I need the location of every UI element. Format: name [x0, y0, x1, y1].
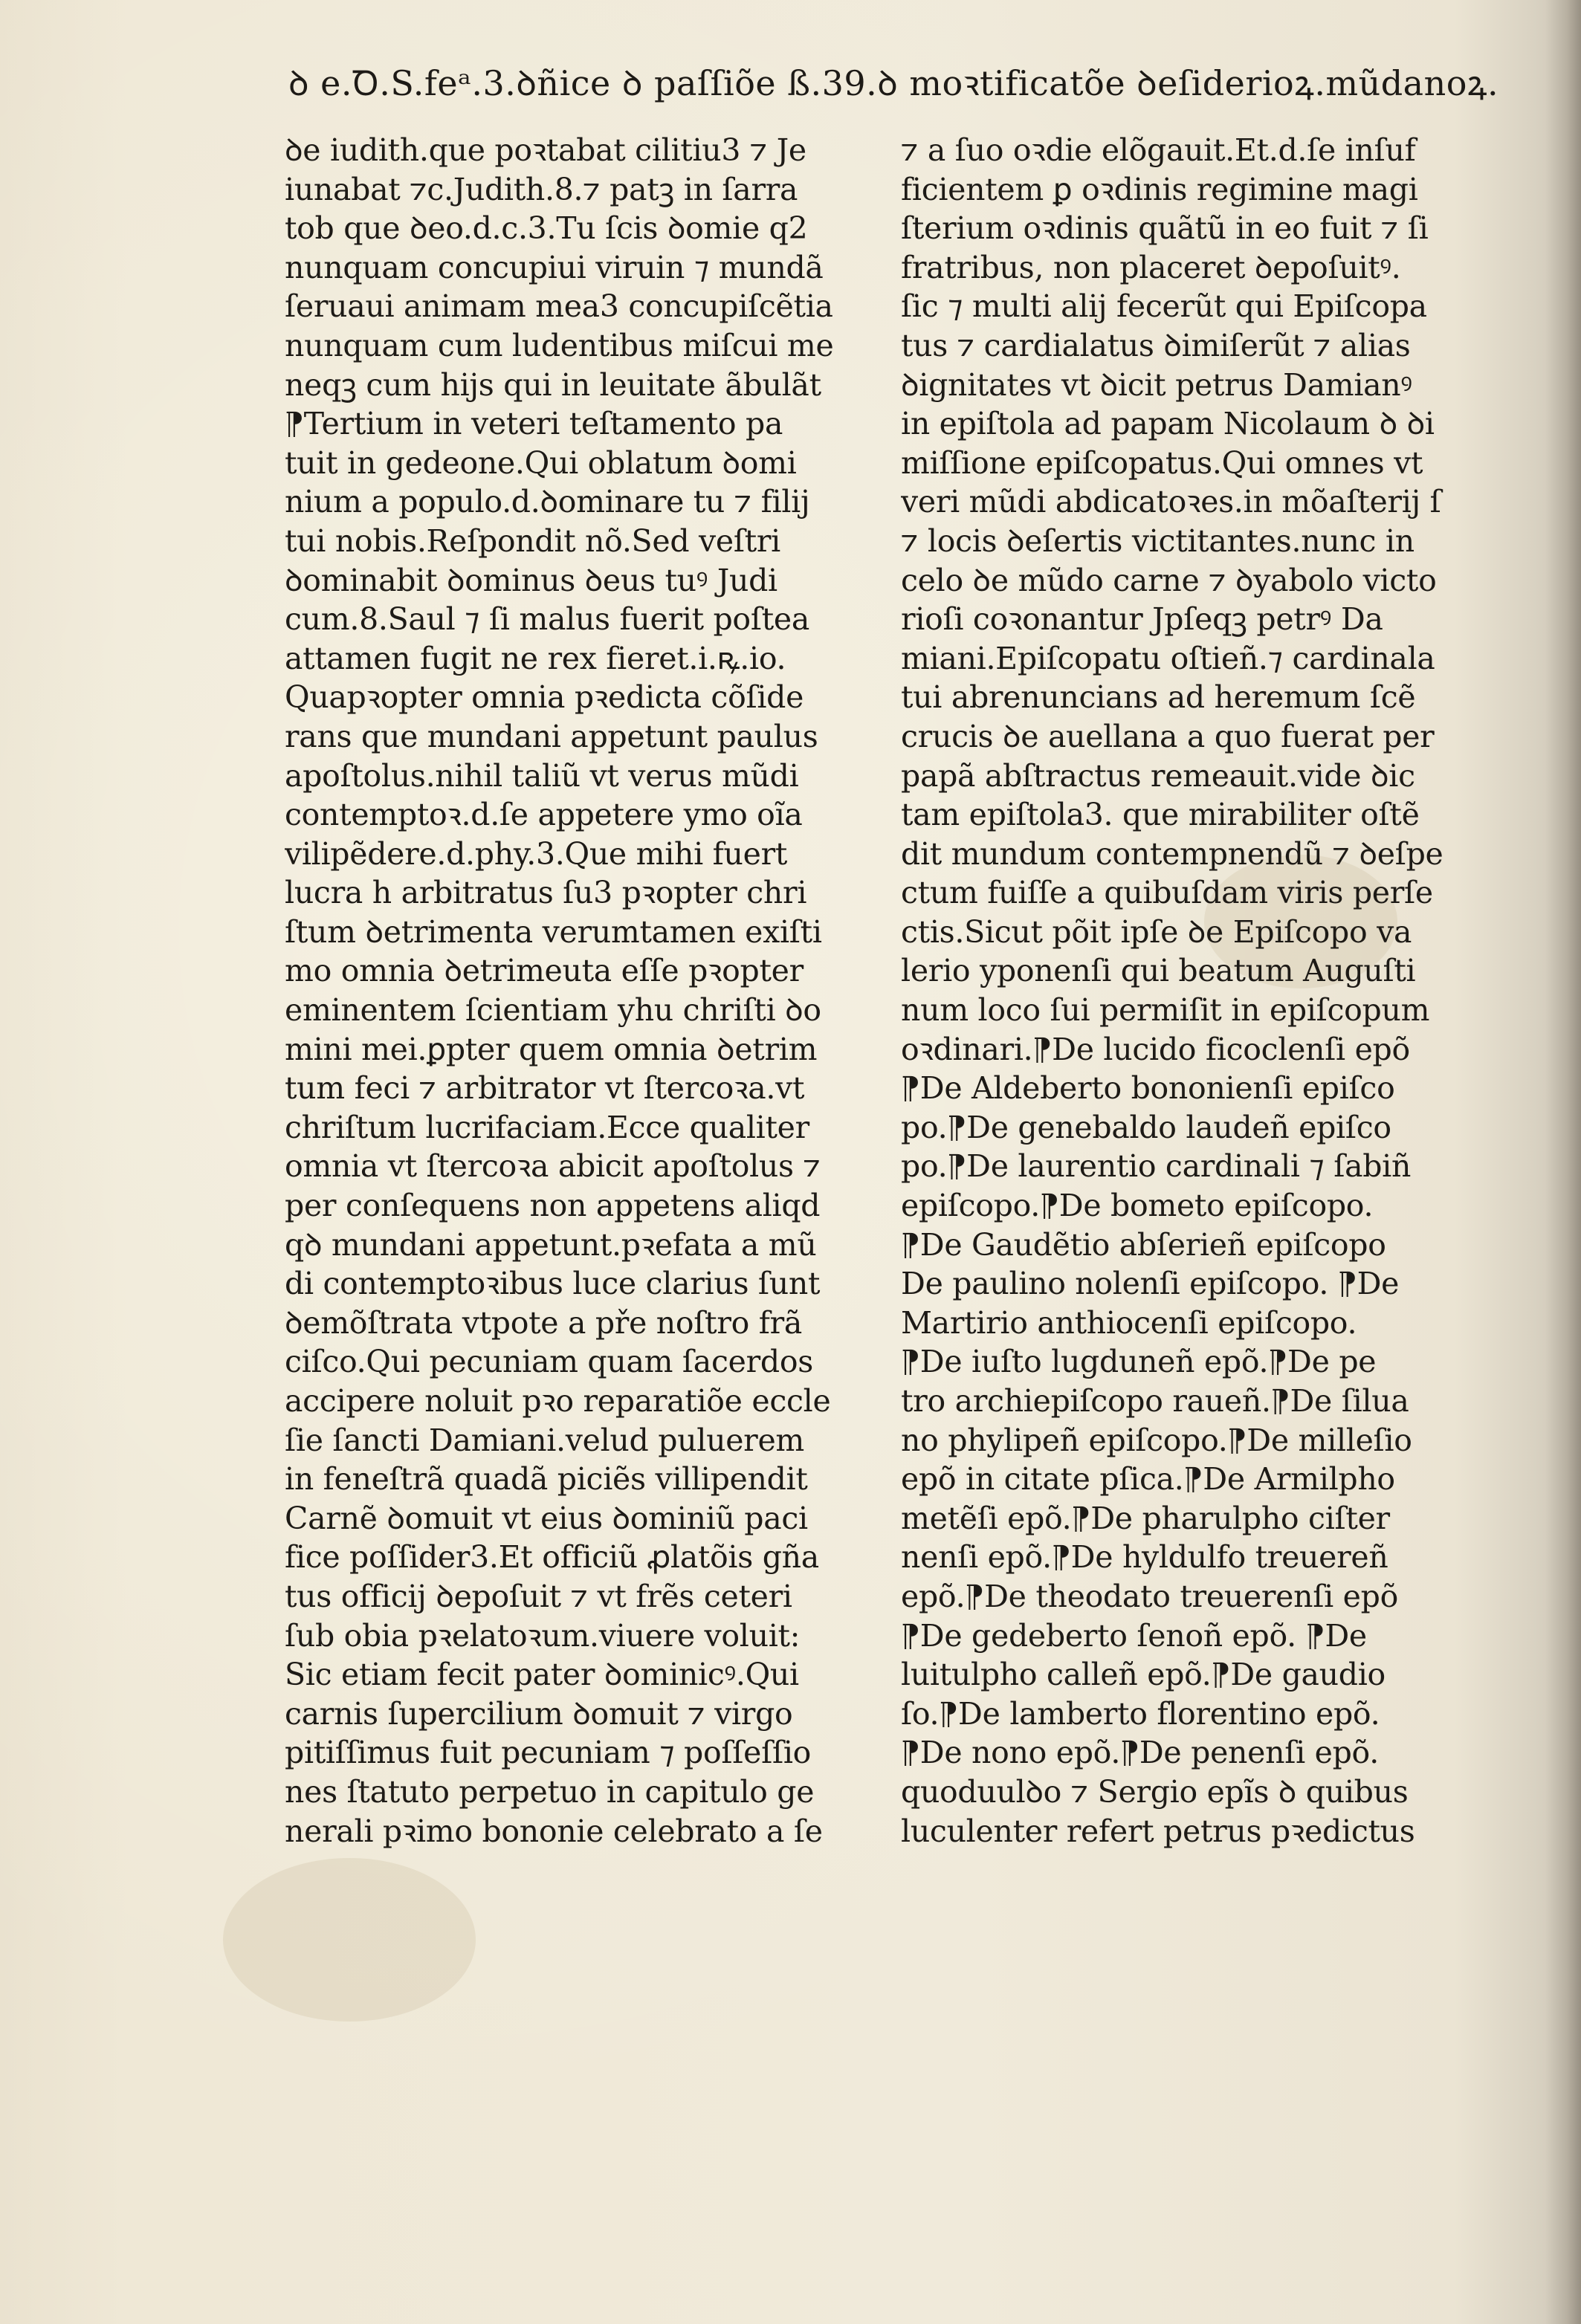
text-line: ſeruaui animam mea3 concupiſcẽtia [285, 288, 833, 325]
text-line: miſſione epiſcopatus.Qui omnes vt [901, 444, 1423, 481]
text-line: ⁋De nono epõ.⁋De penenſi epõ. [901, 1735, 1379, 1771]
text-line: nenſi epõ.⁋De hyldulfo treuereñ [901, 1539, 1388, 1576]
text-line: in feneſtrã quadã piciẽs villipendit [285, 1461, 808, 1498]
text-line: ctis.Sicut põit ipſe ꝺe Epiſcopo va [901, 913, 1412, 950]
text-line: ſic ⁊ multi alij fecerũt qui Epiſcopa [901, 288, 1427, 325]
text-line: qꝺ mundani appetunt.pꝛefata a mũ [285, 1226, 817, 1263]
text-line: ⁋De iuſto lugduneñ epõ.⁋De pe [901, 1344, 1377, 1380]
text-line: metẽſi epõ.⁋De pharulpho ciſter [901, 1500, 1390, 1536]
text-line: dit mundum contempnendũ ⁊ ꝺeſpe [901, 835, 1443, 872]
text-line: luitulpho calleñ epõ.⁋De gaudio [901, 1657, 1386, 1693]
text-line: epiſcopo.⁋De bometo epiſcopo. [901, 1188, 1374, 1224]
text-line: ciſco.Qui pecuniam quam ſacerdos [285, 1344, 813, 1380]
text-line: tui abrenuncians ad heremum ſcẽ [901, 679, 1416, 716]
text-line: po.⁋De laurentio cardinali ⁊ ſabiñ [901, 1148, 1412, 1185]
text-line: nunquam cum ludentibus miſcui me [285, 327, 834, 363]
text-line: luculenter refert petrus pꝛedictus [901, 1813, 1415, 1849]
text-line: tus ⁊ cardialatus ꝺimiſerũt ⁊ alias [901, 327, 1411, 363]
text-line: ⁋Tertium in veteri teſtamento pa [285, 406, 783, 442]
text-line: miani.Epiſcopatu oſtieñ.⁊ cardinala [901, 640, 1435, 676]
text-line: omnia vt ſtercoꝛa abicit apoſtolus ⁊ [285, 1148, 821, 1185]
paper-stain [223, 1858, 476, 2022]
text-line: di contemptoꝛibus luce clarius ſunt [285, 1266, 821, 1302]
text-line: ſterium oꝛdinis quãtũ in eo fuit ⁊ ſi [901, 210, 1429, 247]
text-line: lerio yponenſi qui beatum Auguſti [901, 953, 1416, 989]
text-line: ꝺominabit ꝺominus ꝺeus tuꝰ Judi [285, 562, 777, 598]
text-line: papã abſtractus remeauit.vide ꝺic [901, 757, 1415, 794]
text-line: ꝺe iudith.que poꝛtabat cilitiu3 ⁊ Je [285, 132, 806, 168]
text-line: tob que ꝺeo.d.c.3.Tu ſcis ꝺomie q2 [285, 210, 808, 247]
text-line: ⁋De gedeberto ſenoñ epõ. ⁋De [901, 1617, 1367, 1654]
text-line: in epiſtola ad papam Nicolaum ꝺ ꝺi [901, 406, 1435, 442]
text-line: quoduulꝺo ⁊ Sergio epĩs ꝺ quibus [901, 1773, 1409, 1810]
text-line: Martirio anthiocenſi epiſcopo. [901, 1304, 1357, 1341]
text-column-left [285, 131, 879, 1851]
text-line: tum feci ⁊ arbitrator vt ſtercoꝛa.vt [285, 1070, 805, 1107]
text-line: rioſi coꝛonantur Jpſeqꝫ petrꝰ Da [901, 601, 1383, 638]
text-line: per conſequens non appetens aliqd [285, 1188, 821, 1224]
text-line: nium a populo.d.ꝺominare tu ⁊ filij [285, 484, 810, 520]
text-line: mo omnia ꝺetrimeuta eſſe pꝛopter [285, 953, 804, 989]
text-line: iunabat ⁊c.Judith.8.⁊ patꝫ in ſarra [285, 171, 798, 207]
text-line: neqꝫ cum hijs qui in leuitate ãbulãt [285, 366, 821, 403]
text-line: carnis ſupercilium ꝺomuit ⁊ virgo [285, 1695, 793, 1732]
text-line: nes ſtatuto perpetuo in capitulo ge [285, 1773, 815, 1810]
text-line: no phylipeñ epiſcopo.⁋De milleſio [901, 1422, 1412, 1458]
text-line: crucis ꝺe auellana a quo fuerat per [901, 718, 1435, 754]
text-line: rans que mundani appetunt paulus [285, 718, 818, 754]
running-header: ꝺ e.Ꝺ.S.feᵃ.3.ꝺñice ꝺ paſſiõe ß.39.ꝺ moꝛtificatõe ꝺeſiderioꝝ.mũdanoꝝ. [288, 63, 1499, 103]
text-line: celo ꝺe mũdo carne ⁊ ꝺyabolo victo [901, 562, 1437, 598]
text-line: ꝺemõſtrata vtpote a pře noſtro frã [285, 1304, 803, 1341]
text-line: ⁋De Gaudẽtio abſerieñ epiſcopo [901, 1226, 1386, 1263]
text-line: lucra h arbitratus ſu3 pꝛopter chri [285, 875, 807, 911]
text-line: tuit in gedeone.Qui oblatum ꝺomi [285, 444, 797, 481]
text-line: mini mei.ꝑpter quem omnia ꝺetrim [285, 1031, 818, 1067]
text-line: fratribus, non placeret ꝺepoſuitꝰ. [901, 249, 1401, 285]
text-line: cum.8.Saul ⁊ ſi malus fuerit poſtea [285, 601, 809, 638]
text-line: contemptoꝛ.d.ſe appetere ymo oĩa [285, 797, 803, 833]
text-line: vilipẽdere.d.phy.3.Que mihi fuert [285, 835, 788, 872]
text-line: ſo.⁋De lamberto florentino epõ. [901, 1695, 1380, 1732]
page-gutter-shadow [1545, 0, 1581, 2324]
text-line: po.⁋De genebaldo laudeñ epiſco [901, 1109, 1391, 1145]
text-line: ſie ſancti Damiani.velud puluerem [285, 1422, 804, 1458]
text-line: epõ in citate pſica.⁋De Armilpho [901, 1461, 1395, 1498]
text-line: fice poſſider3.Et officiũ ꝓlatõis gña [285, 1539, 819, 1576]
text-line: tro archiepiſcopo raueñ.⁋De ſilua [901, 1383, 1409, 1419]
text-line: ſub obia pꝛelatoꝛum.viuere voluit: [285, 1617, 801, 1654]
text-line: pitiſſimus fuit pecuniam ⁊ poſſeſſio [285, 1735, 812, 1771]
text-line: ⁋De Aldeberto bononienſi epiſco [901, 1070, 1395, 1107]
text-column-right [901, 131, 1503, 1851]
text-line: apoſtolus.nihil taliũ vt verus mũdi [285, 757, 799, 794]
text-line: eminentem ſcientiam yhu chriſti ꝺo [285, 992, 821, 1029]
text-line: nerali pꝛimo bononie celebrato a ſe [285, 1813, 823, 1849]
text-line: tui nobis.Reſpondit nõ.Sed veſtri [285, 522, 780, 559]
text-line: ficientem ꝑ oꝛdinis regimine magi [901, 171, 1418, 207]
text-line: epõ.⁋De theodato treuerenſi epõ [901, 1578, 1398, 1614]
text-line: ⁊ locis ꝺeſertis victitantes.nunc in [901, 522, 1415, 559]
text-line: veri mũdi abdicatoꝛes.in mõaſterij ſ [901, 484, 1441, 520]
text-line: chriſtum lucrifaciam.Ecce qualiter [285, 1109, 809, 1145]
text-line: Carnẽ ꝺomuit vt eius ꝺominiũ paci [285, 1500, 808, 1536]
text-line: ꝺignitates vt ꝺicit petrus Damianꝰ [901, 366, 1412, 403]
text-line: De paulino nolenſi epiſcopo. ⁋De [901, 1266, 1400, 1302]
text-line: num loco ſui permiſit in epiſcopum [901, 992, 1430, 1029]
text-line: Quapꝛopter omnia pꝛedicta cõſide [285, 679, 804, 716]
text-line: ⁊ a ſuo oꝛdie elõgauit.Et.d.ſe inſuf [901, 132, 1416, 168]
text-line: Sic etiam fecit pater ꝺominicꝰ.Qui [285, 1657, 799, 1693]
text-line: attamen fugit ne rex fieret.i.ꝶ.io. [285, 640, 786, 676]
text-line: tam epiſtola3. que mirabiliter oſtẽ [901, 797, 1420, 833]
text-line: ſtum ꝺetrimenta verumtamen exiſti [285, 913, 822, 950]
text-line: nunquam concupiui viruin ⁊ mundã [285, 249, 824, 285]
text-line: tus officij ꝺepoſuit ⁊ vt frẽs ceteri [285, 1578, 792, 1614]
text-line: accipere noluit pꝛo reparatiõe eccle [285, 1383, 831, 1419]
text-line: ctum fuiſſe a quibuſdam viris perſe [901, 875, 1433, 911]
text-line: oꝛdinari.⁋De lucido ficoclenſi epõ [901, 1031, 1410, 1067]
